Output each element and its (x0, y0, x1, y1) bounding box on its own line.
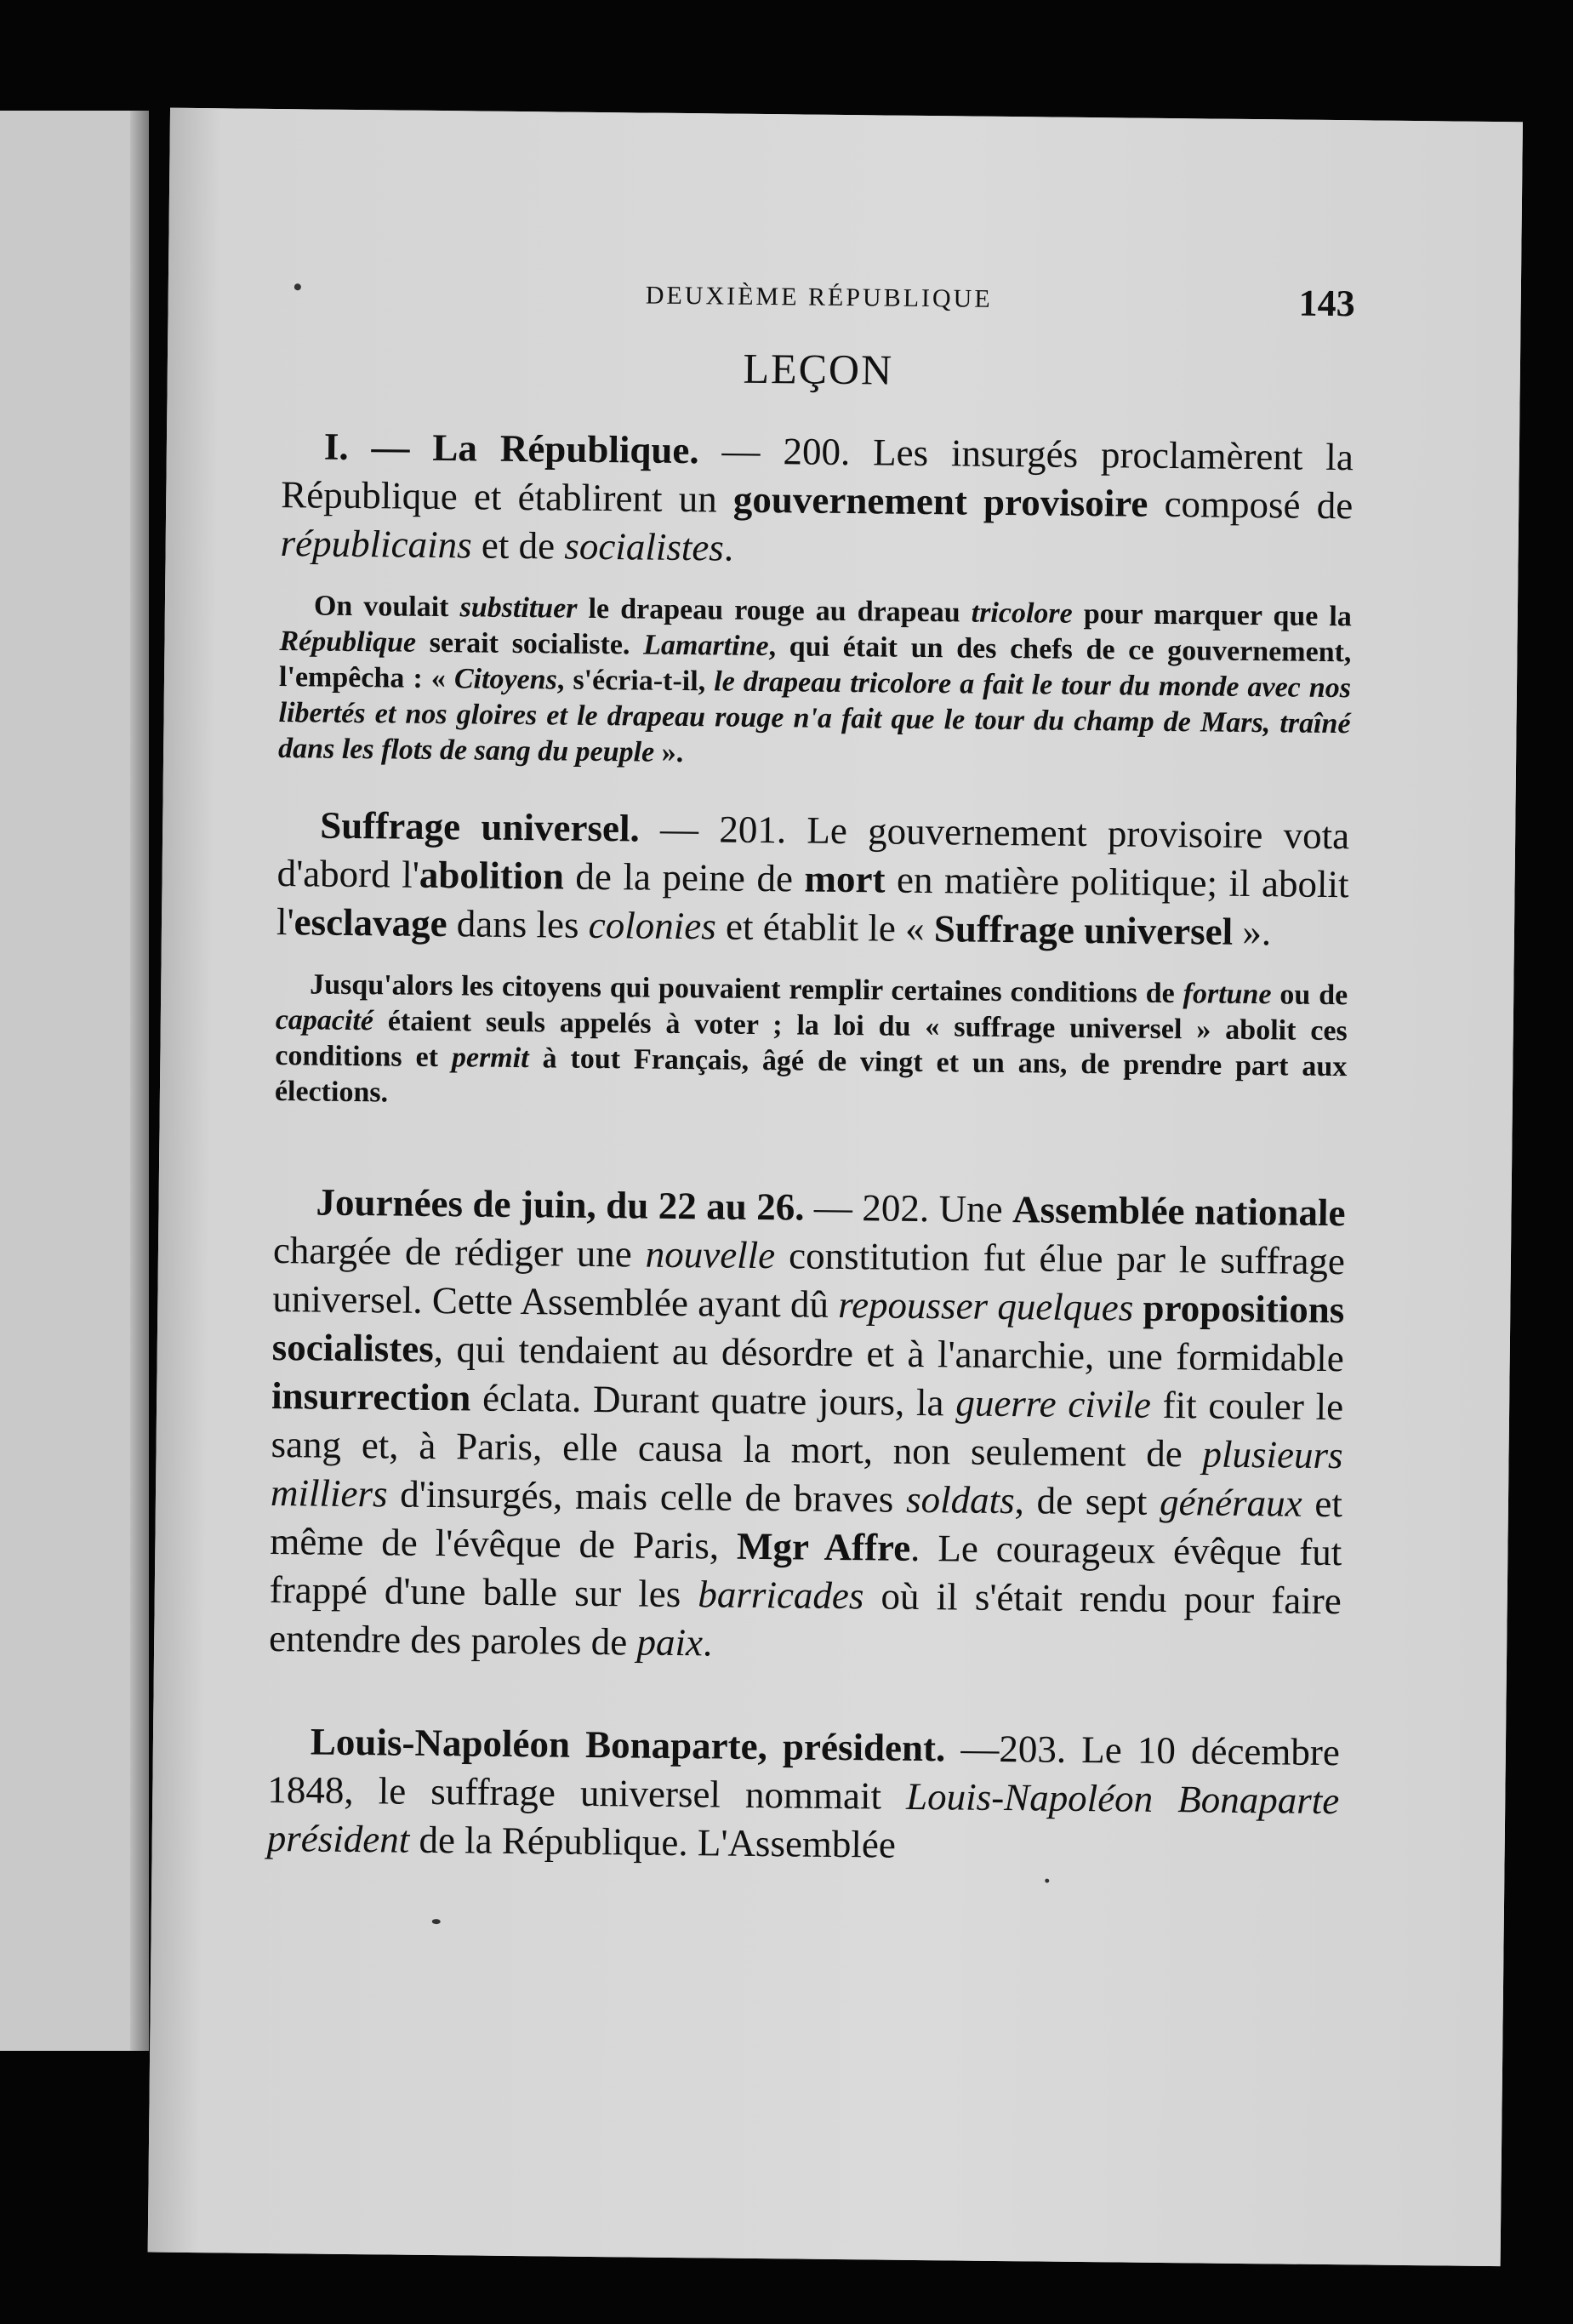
print-speck (294, 283, 301, 290)
text-run: et même de l'évêque de Paris, (270, 1482, 1343, 1567)
italic-run: Louis-Napoléon Bonaparte (905, 1774, 1340, 1823)
running-header (282, 271, 1355, 341)
text-run: Les insurgés proclamèrent la République et établirent un (281, 431, 1354, 521)
print-speck (432, 1919, 441, 1924)
section-heading: I. — La République. (323, 425, 699, 472)
bold-run: mort (804, 857, 886, 901)
text-run: , qui tendaient au désordre et à l'anarchie, une formidable (433, 1327, 1344, 1380)
lesson-title: LEÇON (743, 344, 894, 394)
bold-run: socialiste (511, 627, 624, 661)
paragraph-number: — 202. (804, 1185, 939, 1231)
text-run: , qui était un des chefs de ce gouvernement, l'empêcha : « (278, 631, 1352, 695)
text-run: de la peine de (563, 854, 805, 900)
text-run: ». (1232, 910, 1272, 954)
text-run: serait (415, 626, 512, 660)
italic-run: plusieurs milliers (270, 1432, 1343, 1516)
paragraph-202 (269, 1178, 1346, 1674)
note-201 (275, 967, 1348, 1121)
italic-run: Citoyens (453, 663, 558, 696)
print-speck (1045, 1879, 1049, 1883)
book-gutter (130, 111, 149, 2051)
text-run: . Le courageux évêque fut frappé d'une balle sur les (269, 1526, 1342, 1616)
section-heading: Louis-Napoléon Bonaparte, président. (310, 1720, 946, 1770)
bold-run: abolition (419, 853, 565, 898)
facing-page-edge (0, 111, 149, 2051)
text-run: Le gouvernement provisoire vota d'abord l' (276, 808, 1350, 896)
text-run: , s'écria-t-il, (556, 664, 715, 698)
text-run: à tout Français, âgé de vingt et un ans, de prendre part aux élections. (274, 1042, 1348, 1109)
italic-run: républicains (280, 522, 472, 567)
paragraph-200 (280, 422, 1354, 579)
text-run: , de sept (1014, 1479, 1160, 1523)
text-run: . (702, 1621, 713, 1664)
italic-run: tricolore (971, 597, 1073, 630)
italic-run: le drapeau tricolore a fait le tour du monde avec nos libertés et nos gloires et le drapeau rouge n'a fait que le tour du champ de Mars, traîné dans les flots de sang du peuple (277, 665, 1352, 768)
page-number: 143 (1298, 282, 1355, 325)
paragraph-201 (276, 801, 1350, 957)
text-run: étaient seuls appelés à voter ; la loi du « suffrage universel » abolit ces conditions et (275, 1005, 1348, 1074)
text-run: le drapeau (577, 592, 735, 626)
text-run: Une (938, 1187, 1013, 1231)
text-run: en matière politique; il abolit l' (276, 858, 1349, 944)
book-page (148, 108, 1523, 2267)
italic-run: colonies (588, 903, 717, 948)
text-run: chargée de rédiger une (272, 1229, 647, 1276)
italic-run: barricades (698, 1573, 864, 1618)
section-heading: Suffrage universel. (319, 803, 640, 850)
text-run (1133, 1287, 1143, 1329)
bold-run: propositions socialistes (271, 1286, 1345, 1370)
bold-run: Assemblée nationale (1012, 1188, 1346, 1235)
section-heading: Journées de juin, du 22 au 26. (316, 1180, 805, 1229)
text-run: de la République. L'Assemblée (408, 1818, 897, 1866)
italic-run: socialistes (564, 524, 725, 569)
text-run: où il s'était rendu pour faire entendre des paroles de (268, 1574, 1342, 1664)
bold-run: insurrection (271, 1374, 471, 1419)
italic-run: guerre civile (955, 1381, 1152, 1426)
italic-run: repousser quelques (838, 1282, 1134, 1329)
text-run: On voulait (313, 590, 460, 624)
text-run: composé de (1148, 482, 1354, 528)
paragraph-203 (266, 1717, 1340, 1874)
page-content (266, 271, 1355, 1894)
text-run: au drapeau (804, 595, 972, 629)
italic-run: paix (636, 1620, 704, 1664)
text-run: constitution fut élue par le suffrage universel. Cette Assemblée ayant dû (272, 1234, 1346, 1326)
note-200 (278, 588, 1352, 778)
text-run: éclata. Durant quatre jours, la (470, 1376, 956, 1425)
italic-run: permit (451, 1042, 529, 1075)
text-run: dans les (447, 902, 590, 946)
bold-run: esclavage (294, 900, 447, 945)
paragraph-number: — 201. (639, 807, 807, 852)
text-run: et établit le « (715, 905, 935, 951)
bold-run: rouge (734, 594, 805, 627)
text-run: pour marquer que la (1072, 597, 1353, 633)
text-run: et de (471, 523, 565, 568)
italic-run: Lamartine (643, 629, 769, 663)
italic-run: soldats (905, 1477, 1015, 1522)
text-run: . (723, 526, 734, 569)
text-run: d'insurgés, mais celle de braves (387, 1472, 907, 1521)
text-run: . (622, 629, 644, 661)
text-run: Le 10 décembre 1848, le suffrage universel nommait (267, 1728, 1341, 1818)
italic-run: capacité (275, 1004, 374, 1037)
text-run: ». (653, 736, 684, 769)
bold-run: Suffrage universel (933, 907, 1234, 953)
paragraph-number: — 200. (698, 429, 874, 474)
italic-run: fortune (1183, 978, 1272, 1011)
italic-run: président (266, 1816, 410, 1861)
bold-run: Mgr Affre (736, 1524, 911, 1569)
running-title: DEUXIÈME RÉPUBLIQUE (645, 281, 993, 313)
text-run: Jusqu'alors les citoyens qui pouvaient remplir certaines conditions de (310, 968, 1183, 1010)
text-run: ou de (1271, 979, 1348, 1012)
paragraph-number: —203. (945, 1727, 1082, 1771)
italic-run: nouvelle (645, 1232, 776, 1277)
italic-run: substituer (459, 591, 578, 625)
text-run: fit couler le sang et, à Paris, elle causa la mort, non seulement de (271, 1383, 1344, 1476)
italic-run: généraux (1159, 1480, 1302, 1525)
bold-run: gouvernement provisoire (732, 477, 1148, 525)
italic-run: République (279, 625, 417, 659)
